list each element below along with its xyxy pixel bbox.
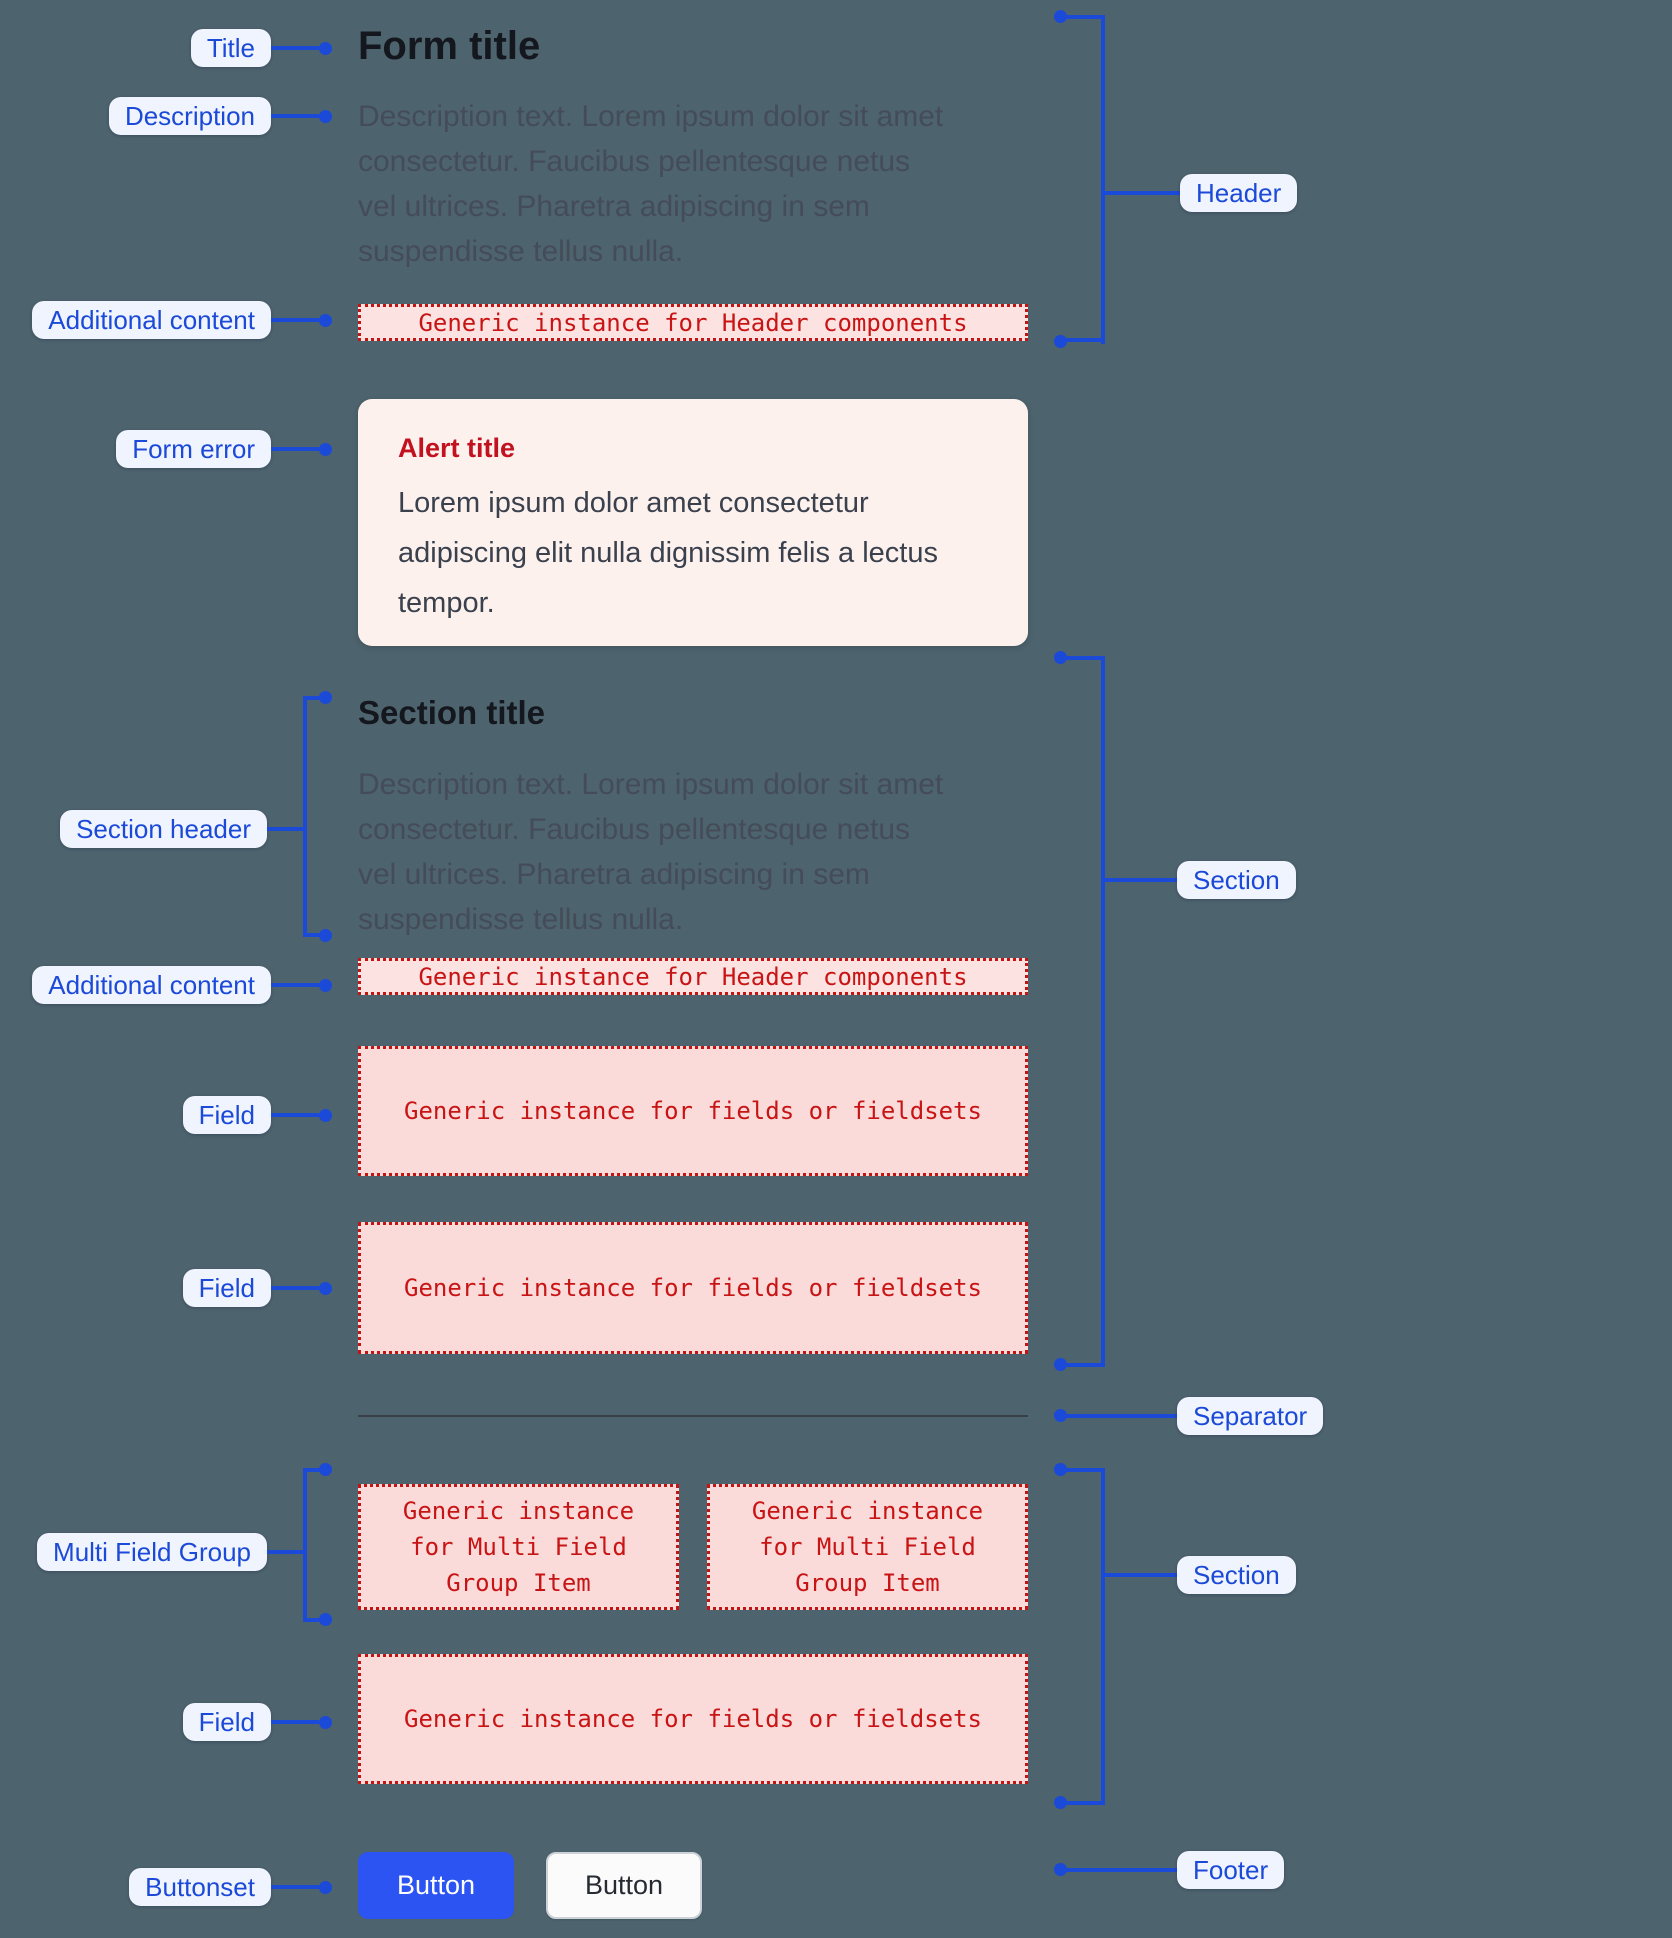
annotation-label-additional-content: Additional content xyxy=(32,301,271,339)
field-placeholder-2 xyxy=(358,1222,1028,1354)
alert-title: Alert title xyxy=(398,433,516,463)
annotation-label-description: Description xyxy=(109,97,271,135)
annotation-additional-content-1 xyxy=(0,301,332,339)
annotation-label-field: Field xyxy=(183,1096,271,1134)
field-placeholder-1 xyxy=(358,1046,1028,1176)
annotation-label-section: Section xyxy=(1177,861,1296,899)
annotation-label-field: Field xyxy=(183,1269,271,1307)
annotation-section-2 xyxy=(1177,1556,1296,1594)
placeholder-text: Generic instance for fields or fieldsets xyxy=(404,1705,982,1733)
annotation-label-title: Title xyxy=(191,29,271,67)
header-bracket xyxy=(1101,15,1105,344)
placeholder-text: Generic instance for Multi Field Group Item xyxy=(751,1497,984,1597)
annotation-multi-field-group xyxy=(0,1533,307,1571)
annotation-label-header: Header xyxy=(1180,174,1297,212)
annotation-form-error xyxy=(0,430,332,468)
section-title: Section title xyxy=(358,694,546,731)
annotation-section-header xyxy=(0,810,307,848)
placeholder-text: Generic instance for Header components xyxy=(418,962,968,991)
connector-line xyxy=(1103,1573,1177,1577)
annotation-separator xyxy=(1177,1397,1323,1435)
connector-dot xyxy=(319,691,332,704)
annotation-field-1 xyxy=(0,1096,332,1134)
connector-dot xyxy=(319,1716,332,1729)
connector-dot xyxy=(319,1109,332,1122)
alert-body: Lorem ipsum dolor amet consectetur adipiscing elit nulla dignissim felis a lectus tempor. xyxy=(398,487,938,619)
annotation-label-section-header: Section header xyxy=(60,810,267,848)
placeholder-text: Generic instance for fields or fieldsets xyxy=(404,1274,982,1302)
placeholder-text: Generic instance for Header components xyxy=(418,308,968,337)
connector-line xyxy=(1061,1363,1105,1367)
secondary-button[interactable]: Button xyxy=(546,1852,702,1919)
multi-field-group-item-1 xyxy=(358,1484,679,1610)
connector-line xyxy=(271,447,319,451)
annotation-label-separator: Separator xyxy=(1177,1397,1323,1435)
placeholder-text: Generic instance for fields or fieldsets xyxy=(404,1097,982,1125)
section-description: Description text. Lorem ipsum dolor sit amet consectetur. Faucibus pellentesque netus vel ultrices. Pharetra adipiscing in sem suspendisse tellus nulla. xyxy=(358,768,944,936)
connector-line xyxy=(271,1720,319,1724)
annotation-label-additional-content: Additional content xyxy=(32,966,271,1004)
annotation-field-2 xyxy=(0,1269,332,1307)
connector-line xyxy=(1063,1868,1177,1872)
connector-dot xyxy=(319,1613,332,1626)
connector-dot xyxy=(319,110,332,123)
connector-dot xyxy=(319,1282,332,1295)
header-components-placeholder xyxy=(358,304,1028,341)
annotation-buttonset xyxy=(0,1868,332,1906)
connector-line xyxy=(1063,1414,1177,1418)
connector-dot xyxy=(319,1463,332,1476)
connector-dot xyxy=(319,42,332,55)
annotation-label-buttonset: Buttonset xyxy=(129,1868,271,1906)
annotation-label-field: Field xyxy=(183,1703,271,1741)
connector-line xyxy=(1061,1801,1105,1805)
connector-dot xyxy=(1054,335,1067,348)
connector-dot xyxy=(319,314,332,327)
placeholder-text: Generic instance for Multi Field Group Item xyxy=(402,1497,635,1597)
connector-dot xyxy=(319,979,332,992)
connector-line xyxy=(271,983,319,987)
field-placeholder-3 xyxy=(358,1654,1028,1784)
multi-field-group-item-2 xyxy=(707,1484,1028,1610)
form-title: Form title xyxy=(358,24,541,68)
form-description: Description text. Lorem ipsum dolor sit amet consectetur. Faucibus pellentesque netus vel ultrices. Pharetra adipiscing in sem suspendisse tellus nulla. xyxy=(358,100,944,268)
connector-line xyxy=(1061,1468,1105,1472)
multi-field-group-bracket xyxy=(303,1470,307,1622)
connector-line xyxy=(271,1286,319,1290)
section-bracket-2 xyxy=(1101,1468,1105,1805)
annotation-section-1 xyxy=(1177,861,1296,899)
annotation-description xyxy=(0,97,332,135)
connector-dot xyxy=(319,929,332,942)
connector-line xyxy=(1061,338,1105,342)
separator-line xyxy=(358,1415,1028,1417)
connector-dot xyxy=(319,1881,332,1894)
connector-line xyxy=(1061,15,1105,19)
connector-line xyxy=(267,827,307,831)
connector-dot xyxy=(1054,1796,1067,1809)
annotation-footer xyxy=(1177,1851,1284,1889)
section-header-components-placeholder xyxy=(358,958,1028,995)
connector-dot xyxy=(1054,1358,1067,1371)
connector-line xyxy=(271,1113,319,1117)
annotation-header xyxy=(1180,174,1297,212)
section-header-bracket xyxy=(303,697,307,937)
connector-line xyxy=(271,114,319,118)
annotation-title xyxy=(0,29,332,67)
annotation-label-form-error: Form error xyxy=(116,430,271,468)
annotation-additional-content-2 xyxy=(0,966,332,1004)
section-bracket-1 xyxy=(1101,656,1105,1367)
connector-line xyxy=(1061,656,1105,660)
primary-button[interactable]: Button xyxy=(358,1852,514,1919)
annotation-label-footer: Footer xyxy=(1177,1851,1284,1889)
connector-line xyxy=(271,1885,319,1889)
form-error-alert xyxy=(358,399,1028,646)
annotation-label-section: Section xyxy=(1177,1556,1296,1594)
connector-line xyxy=(1103,878,1177,882)
connector-line xyxy=(271,46,319,50)
connector-line xyxy=(267,1550,307,1554)
connector-line xyxy=(1103,191,1180,195)
annotation-label-multi-field-group: Multi Field Group xyxy=(37,1533,267,1571)
annotation-field-3 xyxy=(0,1703,332,1741)
connector-line xyxy=(271,318,319,322)
connector-dot xyxy=(319,443,332,456)
